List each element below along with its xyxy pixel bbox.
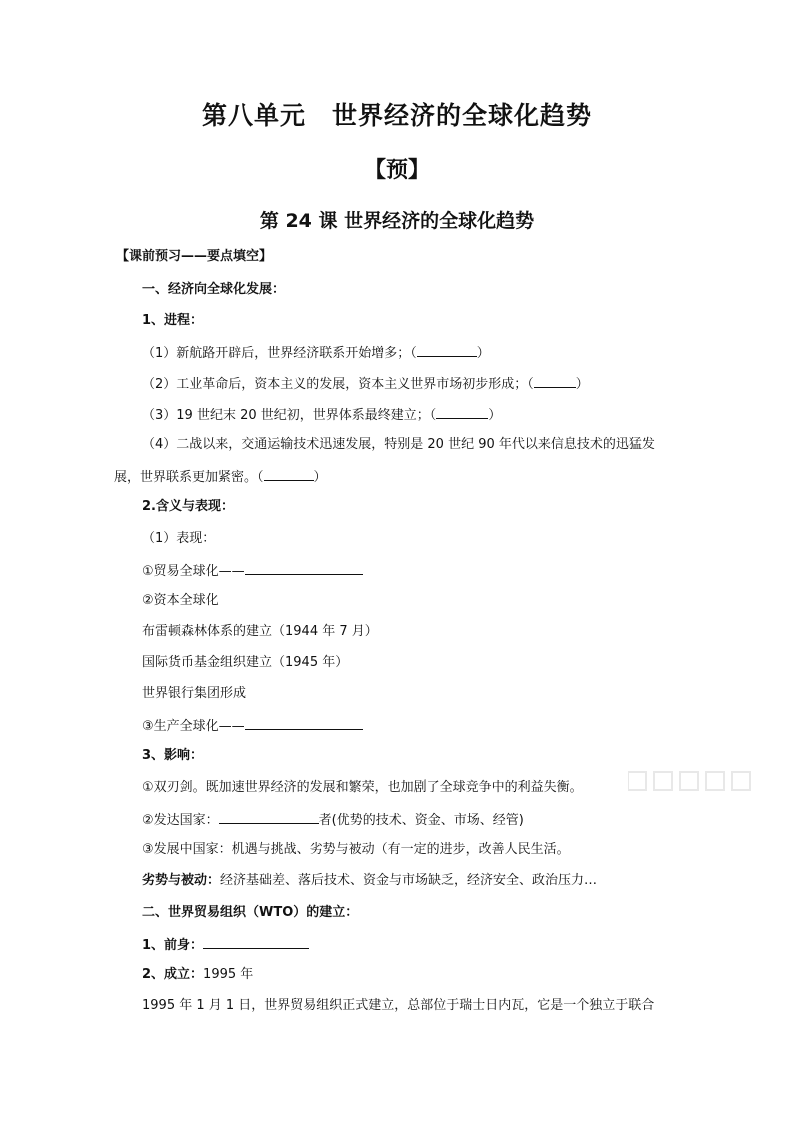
establishment: 2、成立：1995 年 [142, 967, 254, 982]
trade-globalization: ①贸易全球化—— [142, 562, 363, 580]
capital-globalization: ②资本全球化 [142, 593, 219, 608]
meaning-sub: （1）表现： [142, 531, 216, 546]
bretton-woods: 布雷顿森林体系的建立（1944 年 7 月） [142, 624, 378, 639]
production-globalization: ③生产全球化—— [142, 717, 363, 735]
fill-blank[interactable] [245, 717, 363, 730]
meaning-heading: 2.含义与表现： [142, 499, 234, 514]
fill-blank[interactable] [245, 562, 363, 575]
establishment-text: 1995 年 1 月 1 日，世界贸易组织正式建立，总部位于瑞士日内瓦，它是一个独立于联合 [142, 998, 655, 1013]
impact-item-1: ①双刃剑。既加速世界经济的发展和繁荣，也加剧了全球竞争中的利益失衡。 [142, 780, 583, 795]
lesson-title: 第 24 课 世界经济的全球化趋势 [259, 210, 535, 232]
fill-blank[interactable] [417, 344, 477, 357]
process-item-4-line1: （4）二战以来，交通运输技术迅速发展，特别是 20 世纪 90 年代以来信息技术的迅猛发 [142, 437, 655, 452]
impact-item-3: ③发展中国家：机遇与挑战、劣势与被动（有一定的进步，改善人民生活。 [142, 842, 570, 857]
impact-heading: 3、影响： [142, 748, 204, 763]
impact-item-2: ②发达国家： 者(优势的技术、资金、市场、经管) [142, 813, 524, 828]
world-bank: 世界银行集团形成 [142, 686, 247, 701]
watermark [628, 766, 758, 799]
imf: 国际货币基金组织建立（1945 年） [142, 655, 349, 670]
fill-blank[interactable] [219, 811, 319, 824]
process-heading: 1、进程： [142, 313, 204, 328]
predecessor: 1、前身： [142, 936, 309, 954]
impact-item-4: 劣势与被动：经济基础差、落后技术、资金与市场缺乏，经济安全、政治压力… [142, 873, 598, 888]
unit-title: 第八单元 世界经济的全球化趋势 [201, 101, 592, 130]
process-item-2: （2）工业革命后，资本主义的发展，资本主义世界市场初步形成；（ ） [142, 377, 589, 392]
part2-heading: 二、世界贸易组织（WTO）的建立： [142, 905, 359, 920]
preview-heading: 【课前预习——要点填空】 [116, 249, 273, 264]
watermark-logo [628, 766, 758, 794]
process-item-1: （1）新航路开辟后，世界经济联系开始增多；（ ） [142, 346, 490, 361]
fill-blank[interactable] [203, 936, 309, 949]
process-item-3: （3）19 世纪末 20 世纪初，世界体系最终建立；（ ） [142, 408, 502, 423]
process-item-4-line2: 展，世界联系更加紧密。（ ） [114, 470, 327, 485]
fill-blank[interactable] [436, 406, 488, 419]
part1-heading: 一、经济向全球化发展： [142, 282, 286, 297]
fill-blank[interactable] [534, 375, 576, 388]
fill-blank[interactable] [264, 468, 314, 481]
section-tag: 【预】 [363, 158, 430, 183]
